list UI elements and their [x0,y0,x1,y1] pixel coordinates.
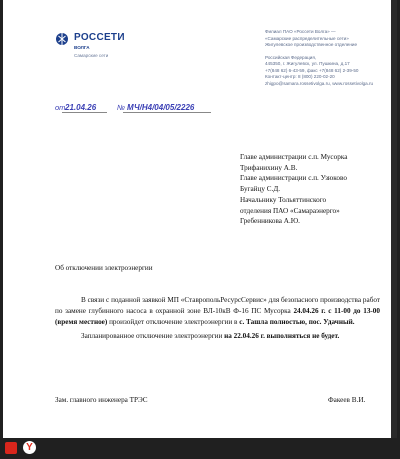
contact-line: «Самарские распределительные сети» [265,35,349,41]
contact-line: 445350, г. Жигулевск, ул. Пушкина, д.17 [265,61,350,66]
registration-number-line [123,112,211,113]
addressee-line: Главе администрации с.п. Мусорка [240,153,348,161]
addressee-line: Трифанихину А.В. [240,163,298,172]
addressee-block [240,152,390,227]
rosseti-logo-icon [55,30,69,48]
letter-body [55,295,380,342]
contact-line: Жигулевское производственное отделение [265,42,358,47]
cancelled-outage-note: на 22.04.26 г. выполняться не будет. [224,332,340,340]
addressee-line: Бугайцу С.Д. [240,185,281,194]
contacts-block [265,29,393,87]
taskbar-app-icon[interactable] [5,442,17,454]
yandex-browser-icon[interactable]: Y [23,441,36,454]
signatory-title: Зам. главного инженера ТРЭС [55,396,148,404]
body-paragraph [55,295,380,328]
outage-locations: с. Ташла полностью, пос. Удачный. [239,318,355,326]
contact-line: zhigpo@samara.rossetivolga.ru, www.rossetivolga.ru [265,80,374,86]
body-paragraph [55,331,380,342]
viewer-scrollbar[interactable] [391,0,397,438]
registration-date: 21.04.26 [65,103,97,112]
brand-name: РОССЕТИ [74,32,125,43]
addressee-line: Главе администрации с.п. Узюково [240,174,347,183]
signatory-name: Факеев В.И. [328,396,366,404]
outage-date-time: 24.04.26 г. с 11-00 до 13-00 (время местное) [55,307,380,326]
contact-line: Филиал ПАО «Россети Волга» — [265,29,336,34]
addressee-line: Гребенникова А.Ю. [240,217,300,226]
registration-date-line [62,112,107,113]
body-text-segment: произойдет отключение электроэнергии в [107,318,240,326]
contact-line: +7(848 62) 6-43-59, факс +7(848 62) 2-39-50 [265,67,359,73]
registration-number-label: № [117,103,126,112]
document-page [3,0,396,438]
addressee-line: отделения ПАО «Самараэнерго» [240,206,340,215]
brand-branch: Самарские сети [74,53,109,58]
registration-number: МЧ/Н4/04/05/2226 [127,103,195,112]
body-text-segment: Запланированное отключение электроэнергии [81,332,225,340]
body-text-segment: В связи с поданной заявкой МП «СтавропольРесурсСервис» для безопасного производства работ по замене глубинного насоса в охранной зоне ВЛ-10кВ Ф-16 ПС Мусорка [55,296,380,315]
letter-subject: Об отключении электроэнергии [55,264,153,272]
contact-line: Контакт-центр: 8 (800) 220-02-20 [265,74,335,79]
addressee-line: Начальнику Тольяттинского [240,195,327,204]
brand-subtitle: ВОЛГА [74,45,90,50]
contact-line: Российская Федерация, [265,54,317,60]
registration-from-label: от [55,103,66,112]
